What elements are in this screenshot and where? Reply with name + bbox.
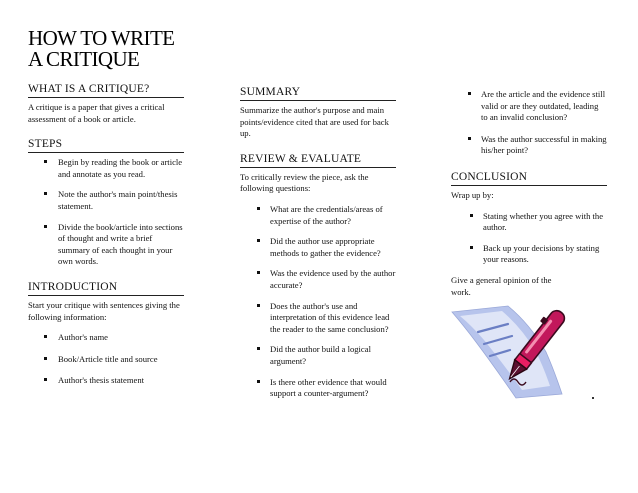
list-item: Divide the book/article into sections of thought and write a brief summary of each thought in your own words.	[28, 222, 184, 268]
page-title	[28, 28, 174, 70]
bullet-icon	[44, 225, 47, 228]
summary-text: Summarize the author's purpose and main points/evidence cited that are used for back up.	[240, 105, 389, 139]
list-item: Does the author's use and interpretation of this evidence lead the reader to the same conclusion?	[240, 301, 396, 336]
bullet-icon	[44, 192, 47, 195]
list-item: What are the credentials/areas of expertise of the author?	[240, 204, 396, 227]
conclusion-list	[451, 211, 607, 266]
bullet-icon	[470, 214, 473, 217]
list-item: Did the author use appropriate methods to gather the evidence?	[240, 236, 396, 259]
list-item: Was the evidence used by the author accurate?	[240, 268, 396, 291]
steps-heading: STEPS	[28, 138, 184, 153]
steps-list	[28, 157, 184, 268]
column-2	[240, 86, 396, 409]
review-text: To critically review the piece, ask the following questions:	[240, 171, 369, 194]
introduction-text: Start your critique with sentences giving the following information:	[28, 299, 180, 322]
introduction-list	[28, 332, 184, 387]
bullet-icon	[470, 246, 473, 249]
bullet-icon	[468, 92, 471, 95]
review-list	[240, 204, 396, 400]
list-item: Are the article and the evidence still valid or are they outdated, leading to an invalid conclusion?	[451, 89, 607, 124]
review-heading: REVIEW & EVALUATE	[240, 153, 396, 168]
review-continued-list	[451, 89, 607, 157]
bullet-icon	[44, 160, 47, 163]
summary-heading: SUMMARY	[240, 86, 396, 101]
bullet-icon	[257, 239, 260, 242]
what-is-heading: WHAT IS A CRITIQUE?	[28, 83, 184, 98]
list-item: Stating whether you agree with the author.	[451, 211, 607, 234]
conclusion-text: Wrap up by:	[451, 189, 494, 200]
conclusion-heading: CONCLUSION	[451, 171, 607, 186]
bullet-icon	[44, 357, 47, 360]
list-item: Note the author's main point/thesis statement.	[28, 189, 184, 212]
conclusion-closing: Give a general opinion of the work.	[451, 274, 552, 297]
title-line-2: A CRITIQUE	[28, 47, 140, 71]
list-item: Author's name	[28, 332, 184, 344]
list-item: Is there other evidence that would support a counter-argument?	[240, 377, 396, 400]
list-item: Author's thesis statement	[28, 375, 184, 387]
title-line-1: HOW TO WRITE	[28, 26, 175, 50]
bullet-icon	[468, 137, 471, 140]
column-1	[28, 83, 184, 397]
list-item: Begin by reading the book or article and annotate as you read.	[28, 157, 184, 180]
list-item: Was the author successful in making his/her point?	[451, 134, 607, 157]
what-is-text: A critique is a paper that gives a critical assessment of a book or article.	[28, 102, 165, 124]
bullet-icon	[257, 304, 260, 307]
bullet-icon	[257, 380, 260, 383]
list-item: Book/Article title and source	[28, 354, 184, 366]
pen-and-paper-icon	[450, 290, 575, 400]
bullet-icon	[257, 271, 260, 274]
introduction-heading: INTRODUCTION	[28, 281, 184, 296]
bullet-icon	[257, 347, 260, 350]
list-item: Did the author build a logical argument?	[240, 344, 396, 367]
bullet-icon	[44, 378, 47, 381]
list-item: Back up your decisions by stating your reasons.	[451, 243, 607, 266]
column-3	[451, 89, 607, 298]
stray-dot	[592, 397, 594, 399]
bullet-icon	[257, 207, 260, 210]
bullet-icon	[44, 335, 47, 338]
